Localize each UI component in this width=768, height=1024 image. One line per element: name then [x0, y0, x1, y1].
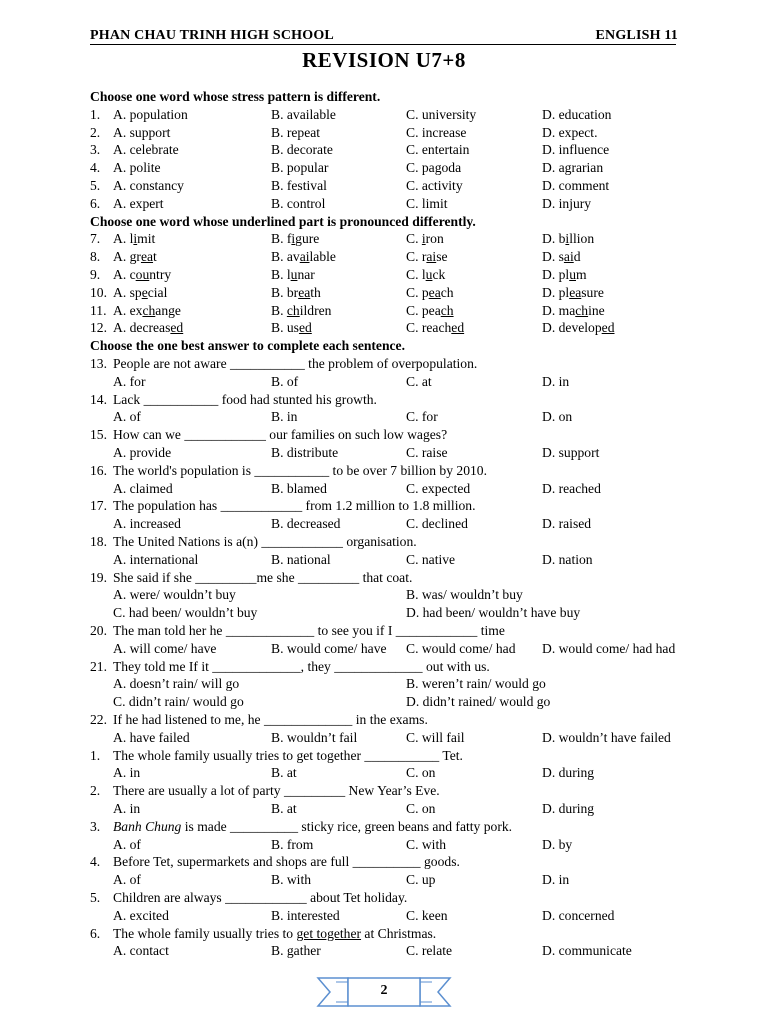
underlined-part: ch — [286, 303, 300, 318]
answer-option: A. population — [113, 107, 188, 122]
question-number: 16. — [90, 463, 107, 478]
options-row — [0, 871, 768, 889]
question-row — [0, 747, 768, 765]
question-row — [0, 248, 768, 266]
question-row — [0, 159, 768, 177]
answer-option — [113, 319, 183, 337]
underlined-part: ch — [575, 303, 589, 318]
answer-option: A. were/ wouldn’t buy — [113, 587, 236, 602]
question-row — [0, 569, 768, 587]
options-row — [0, 764, 768, 782]
answer-option: A. in — [113, 765, 141, 780]
question-number: 5. — [90, 890, 101, 905]
question-row — [0, 711, 768, 729]
answer-option: C. native — [406, 552, 456, 567]
answer-option: D. injury — [542, 196, 592, 211]
option-text: A. gr — [113, 249, 141, 264]
option-text: B. us — [271, 320, 299, 335]
stem-text: is made __________ sticky rice, green beans and fatty pork. — [181, 819, 513, 834]
page-number: 2 — [380, 983, 388, 998]
option-text: C. l — [406, 267, 426, 282]
section-heading — [0, 213, 768, 231]
option-text: ine — [588, 303, 605, 318]
section-heading-text: Choose one word whose stress pattern is different. — [90, 89, 381, 104]
question-stem: They told me If it _____________, they _____________ out with us. — [113, 659, 490, 674]
answer-option: D. had been/ wouldn’t have buy — [406, 605, 581, 620]
answer-option: D. by — [542, 837, 573, 852]
underlined-part: ea — [569, 285, 582, 300]
question-row — [0, 124, 768, 142]
question-row — [0, 658, 768, 676]
question-number: 2. — [90, 125, 101, 140]
answer-option — [271, 319, 312, 337]
underlined-part: u — [290, 267, 298, 282]
answer-option: B. decorate — [271, 142, 333, 157]
question-stem: The man told her he _____________ to see you if I ____________ time — [113, 623, 505, 638]
question-row — [0, 230, 768, 248]
answer-option: C. on — [406, 801, 436, 816]
answer-option: D. influence — [542, 142, 610, 157]
option-text: A. ex — [113, 303, 143, 318]
question-number: 4. — [90, 854, 101, 869]
answer-option — [406, 319, 464, 337]
section-heading-text: Choose the one best answer to complete each sentence. — [90, 338, 405, 353]
question-number: 3. — [90, 819, 101, 834]
answer-option: C. university — [406, 107, 477, 122]
options-row — [0, 693, 768, 711]
option-text: B. l — [271, 267, 291, 282]
question-row — [0, 177, 768, 195]
question-number: 11. — [90, 303, 107, 318]
answer-option: B. festival — [271, 178, 327, 193]
option-text: D. s — [542, 249, 564, 264]
question-number: 6. — [90, 926, 101, 941]
answer-option: D. wouldn’t have failed — [542, 730, 671, 745]
answer-option: A. will come/ have — [113, 641, 217, 656]
option-text: t — [153, 249, 157, 264]
question-number: 6. — [90, 196, 101, 211]
section-heading — [0, 88, 768, 106]
question-row — [0, 426, 768, 444]
answer-option: D. nation — [542, 552, 593, 567]
answer-option — [271, 302, 331, 320]
option-text: C. p — [406, 285, 429, 300]
answer-option: B. of — [271, 374, 299, 389]
answer-option: C. pagoda — [406, 160, 462, 175]
question-number: 19. — [90, 570, 107, 585]
option-text: D. develop — [542, 320, 602, 335]
options-row — [0, 729, 768, 747]
page-number-badge — [0, 972, 768, 1012]
underlined-part: ch — [440, 303, 454, 318]
question-stem: There are usually a lot of party _________ New Year’s Eve. — [113, 783, 440, 798]
answer-option: C. for — [406, 409, 438, 424]
answer-option: C. up — [406, 872, 436, 887]
question-row — [0, 889, 768, 907]
answer-option — [113, 266, 171, 284]
question-row — [0, 302, 768, 320]
question-row — [0, 141, 768, 159]
answer-option: C. limit — [406, 196, 448, 211]
answer-option: B. distribute — [271, 445, 339, 460]
question-row — [0, 391, 768, 409]
answer-option — [542, 302, 605, 320]
question-row — [0, 782, 768, 800]
answer-option: A. celebrate — [113, 142, 179, 157]
answer-option — [406, 302, 454, 320]
answer-option — [542, 319, 615, 337]
option-text: A. decreas — [113, 320, 171, 335]
question-number: 15. — [90, 427, 107, 442]
answer-option: B. interested — [271, 908, 340, 923]
stem-text: at Christmas. — [361, 926, 437, 941]
question-number: 3. — [90, 142, 101, 157]
question-row — [0, 818, 768, 836]
answer-option: D. reached — [542, 481, 601, 496]
question-number: 18. — [90, 534, 107, 549]
option-text: cial — [147, 285, 168, 300]
option-text: ildren — [299, 303, 332, 318]
answer-option: C. didn’t rain/ would go — [113, 694, 244, 709]
underlined-part: ea — [140, 249, 154, 264]
question-row — [0, 497, 768, 515]
answer-option: B. at — [271, 765, 297, 780]
option-text: nar — [297, 267, 315, 282]
question-number: 7. — [90, 231, 101, 246]
option-text: ntry — [149, 267, 172, 282]
option-text: sure — [581, 285, 604, 300]
question-number: 13. — [90, 356, 107, 371]
answer-option — [406, 266, 445, 284]
question-stem — [113, 818, 512, 836]
option-text: se — [436, 249, 448, 264]
page-title: REVISION U7+8 — [302, 48, 466, 72]
header-rule — [90, 44, 676, 45]
answer-option: A. for — [113, 374, 146, 389]
answer-option — [113, 248, 157, 266]
answer-option: C. declined — [406, 516, 468, 531]
school-name: PHAN CHAU TRINH HIGH SCHOOL — [90, 28, 334, 43]
option-text: llion — [569, 231, 595, 246]
option-text: m — [575, 267, 587, 282]
options-row — [0, 408, 768, 426]
answer-option — [406, 248, 448, 266]
options-row — [0, 480, 768, 498]
answer-option: B. at — [271, 801, 297, 816]
option-text: A. c — [113, 267, 136, 282]
answer-option: B. weren’t rain/ would go — [406, 676, 546, 691]
underlined-part: ed — [601, 320, 615, 335]
underlined-part: ou — [135, 267, 150, 282]
option-text: A. sp — [113, 285, 142, 300]
options-row — [0, 907, 768, 925]
underlined-part: u — [425, 267, 433, 282]
answer-option: C. had been/ wouldn’t buy — [113, 605, 258, 620]
answer-option: C. keen — [406, 908, 448, 923]
answer-option: B. wouldn’t fail — [271, 730, 358, 745]
option-text: th — [310, 285, 321, 300]
question-number: 9. — [90, 267, 101, 282]
options-row — [0, 942, 768, 960]
answer-option — [406, 284, 454, 302]
options-row — [0, 444, 768, 462]
question-row — [0, 462, 768, 480]
option-text: gure — [295, 231, 320, 246]
question-stem: How can we ____________ our families on such low wages? — [113, 427, 448, 442]
underlined-phrase: get together — [296, 926, 362, 941]
answer-option: C. increase — [406, 125, 467, 140]
option-text: ck — [432, 267, 446, 282]
options-row — [0, 836, 768, 854]
question-number: 12. — [90, 320, 107, 335]
question-number: 1. — [90, 748, 101, 763]
answer-option: A. international — [113, 552, 199, 567]
option-text: D. b — [542, 231, 566, 246]
answer-option: A. excited — [113, 908, 169, 923]
question-stem: Before Tet, supermarkets and shops are full __________ goods. — [113, 854, 460, 869]
answer-option: A. of — [113, 837, 141, 852]
question-row — [0, 284, 768, 302]
answer-option: D. education — [542, 107, 612, 122]
options-row — [0, 640, 768, 658]
answer-option — [271, 230, 319, 248]
option-text: D. ma — [542, 303, 576, 318]
answer-option: B. available — [271, 107, 336, 122]
question-number: 22. — [90, 712, 107, 727]
question-stem: The world's population is ___________ to be over 7 billion by 2010. — [113, 463, 487, 478]
question-stem: The population has ____________ from 1.2 million to 1.8 million. — [113, 498, 476, 513]
answer-option: D. raised — [542, 516, 592, 531]
answer-option — [406, 230, 444, 248]
option-text: B. — [271, 303, 287, 318]
question-stem: Children are always ____________ about Tet holiday. — [113, 890, 408, 905]
answer-option: D. expect. — [542, 125, 598, 140]
answer-option: D. comment — [542, 178, 610, 193]
question-row — [0, 266, 768, 284]
question-row — [0, 195, 768, 213]
section-heading-text: Choose one word whose underlined part is pronounced differently. — [90, 214, 476, 229]
question-stem: Lack ___________ food had stunted his growth. — [113, 392, 377, 407]
answer-option: C. relate — [406, 943, 453, 958]
question-stem: The United Nations is a(n) ____________ organisation. — [113, 534, 417, 549]
underlined-part: ai — [426, 249, 437, 264]
answer-option — [113, 284, 167, 302]
answer-option: D. communicate — [542, 943, 632, 958]
answer-option: D. support — [542, 445, 600, 460]
answer-option: D. on — [542, 409, 573, 424]
answer-option: C. would come/ had — [406, 641, 516, 656]
option-text: d — [573, 249, 581, 264]
underlined-part: ai — [563, 249, 574, 264]
answer-option: D. agrarian — [542, 160, 604, 175]
question-stem: The whole family usually tries to get together ___________ Tet. — [113, 748, 463, 763]
underlined-part: ed — [298, 320, 312, 335]
question-stem: People are not aware ___________ the problem of overpopulation. — [113, 356, 478, 371]
underlined-part: ed — [451, 320, 465, 335]
answer-option: D. concerned — [542, 908, 615, 923]
question-row — [0, 319, 768, 337]
question-row — [0, 853, 768, 871]
answer-option: A. claimed — [113, 481, 173, 496]
answer-option — [271, 248, 336, 266]
answer-option: B. in — [271, 409, 298, 424]
option-text: C. r — [406, 249, 427, 264]
options-row — [0, 675, 768, 693]
question-row — [0, 106, 768, 124]
answer-option: D. would come/ had had — [542, 641, 676, 656]
answer-option — [113, 302, 181, 320]
answer-option: A. polite — [113, 160, 161, 175]
option-text: B. br — [271, 285, 299, 300]
answer-option: D. in — [542, 872, 570, 887]
answer-option — [542, 266, 587, 284]
underlined-part: i — [565, 231, 570, 246]
underlined-part: e — [141, 285, 148, 300]
answer-option — [271, 284, 321, 302]
answer-option: A. expert — [113, 196, 164, 211]
options-row — [0, 373, 768, 391]
answer-option: C. raise — [406, 445, 448, 460]
option-text: ange — [155, 303, 181, 318]
question-row — [0, 622, 768, 640]
answer-option: C. activity — [406, 178, 463, 193]
question-row — [0, 925, 768, 943]
question-number: 14. — [90, 392, 107, 407]
underlined-part: i — [291, 231, 296, 246]
question-number: 20. — [90, 623, 107, 638]
answer-option: B. popular — [271, 160, 329, 175]
option-text: D. pl — [542, 267, 570, 282]
options-row — [0, 800, 768, 818]
options-row — [0, 551, 768, 569]
answer-option: A. have failed — [113, 730, 190, 745]
answer-option — [542, 284, 604, 302]
question-row — [0, 355, 768, 373]
option-text: lable — [309, 249, 336, 264]
answer-option: D. during — [542, 801, 595, 816]
underlined-part: ea — [428, 285, 441, 300]
option-text: C. reach — [406, 320, 452, 335]
question-number: 8. — [90, 249, 101, 264]
subject-name: ENGLISH 11 — [595, 28, 678, 43]
answer-option: B. was/ wouldn’t buy — [406, 587, 523, 602]
answer-option: C. entertain — [406, 142, 470, 157]
answer-option: B. control — [271, 196, 326, 211]
underlined-part: i — [133, 231, 138, 246]
answer-option: B. would come/ have — [271, 641, 387, 656]
answer-option: D. didn’t rained/ would go — [406, 694, 551, 709]
answer-option — [542, 230, 594, 248]
options-row — [0, 586, 768, 604]
question-number: 5. — [90, 178, 101, 193]
question-number: 21. — [90, 659, 107, 674]
underlined-part: ch — [142, 303, 156, 318]
option-text: B. f — [271, 231, 292, 246]
option-text: C. — [406, 231, 422, 246]
question-stem: She said if she _________me she _________ that coat. — [113, 570, 413, 585]
question-stem: If he had listened to me, he _____________ in the exams. — [113, 712, 428, 727]
underlined-part: i — [421, 231, 426, 246]
answer-option: C. expected — [406, 481, 471, 496]
answer-option — [542, 248, 581, 266]
answer-option: C. with — [406, 837, 447, 852]
answer-option: A. provide — [113, 445, 172, 460]
question-row — [0, 533, 768, 551]
option-text: ron — [425, 231, 444, 246]
question-number: 4. — [90, 160, 101, 175]
options-row — [0, 604, 768, 622]
answer-option: B. national — [271, 552, 331, 567]
section-heading — [0, 337, 768, 355]
option-text: C. pea — [406, 303, 441, 318]
answer-option: B. gather — [271, 943, 321, 958]
answer-option: B. decreased — [271, 516, 341, 531]
stem-text: The whole family usually tries to — [113, 926, 297, 941]
italic-term: Banh Chung — [113, 819, 182, 834]
question-number: 1. — [90, 107, 101, 122]
answer-option: B. repeat — [271, 125, 321, 140]
answer-option — [113, 230, 155, 248]
answer-option: A. in — [113, 801, 141, 816]
option-text: ch — [440, 285, 454, 300]
answer-option: B. from — [271, 837, 314, 852]
answer-option: A. doesn’t rain/ will go — [113, 676, 240, 691]
option-text: D. pl — [542, 285, 570, 300]
answer-option: A. support — [113, 125, 171, 140]
answer-option — [271, 266, 315, 284]
answer-option: C. will fail — [406, 730, 465, 745]
question-number: 17. — [90, 498, 107, 513]
question-number: 2. — [90, 783, 101, 798]
underlined-part: ai — [299, 249, 310, 264]
underlined-part: ed — [170, 320, 184, 335]
option-text: A. l — [113, 231, 134, 246]
question-number: 10. — [90, 285, 107, 300]
options-row — [0, 515, 768, 533]
answer-option: B. blamed — [271, 481, 327, 496]
answer-option: A. of — [113, 872, 141, 887]
answer-option: A. increased — [113, 516, 181, 531]
option-text: B. av — [271, 249, 300, 264]
answer-option: A. of — [113, 409, 141, 424]
answer-option: C. at — [406, 374, 432, 389]
underlined-part: ea — [298, 285, 311, 300]
answer-option: B. with — [271, 872, 312, 887]
answer-option: A. contact — [113, 943, 169, 958]
answer-option: C. on — [406, 765, 436, 780]
answer-option: D. during — [542, 765, 595, 780]
answer-option: A. constancy — [113, 178, 184, 193]
option-text: mit — [137, 231, 156, 246]
underlined-part: u — [569, 267, 576, 282]
answer-option: D. in — [542, 374, 570, 389]
question-stem — [113, 925, 436, 943]
